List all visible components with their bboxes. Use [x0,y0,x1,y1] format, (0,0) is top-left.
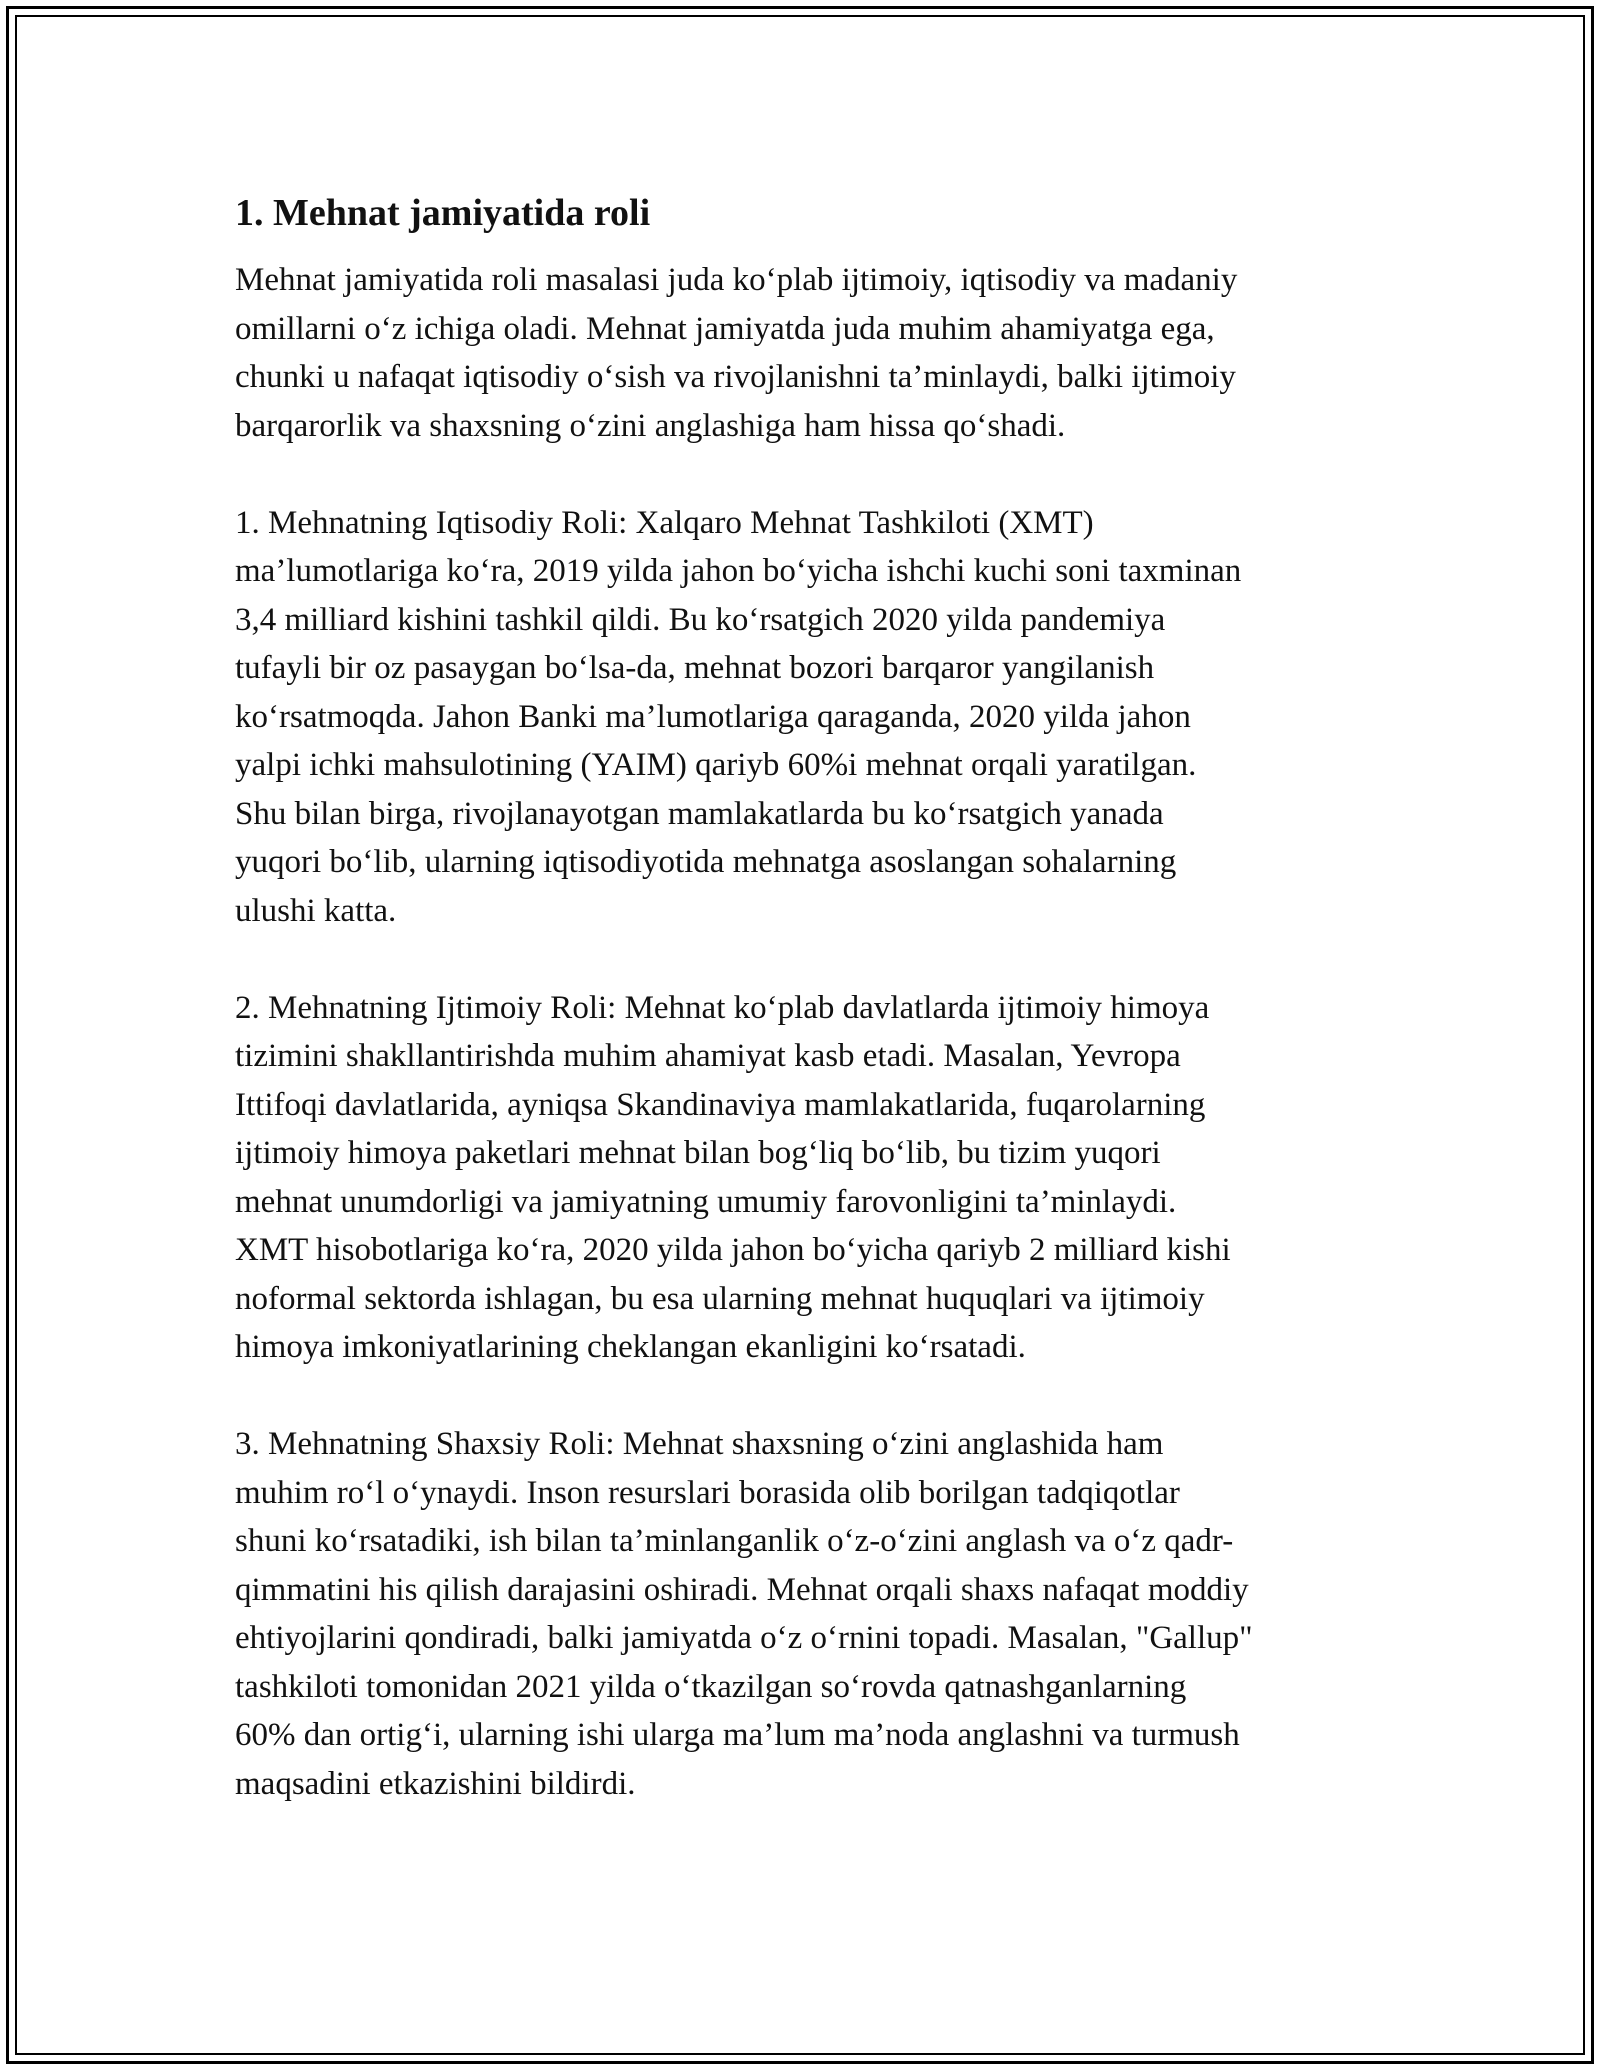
text-line: ko‘rsatmoqda. Jahon Banki ma’lumotlariga qaraganda, 2020 yilda jahon [235,698,1191,735]
document-body [235,180,1370,1808]
text-line: 60% dan ortig‘i, ularning ishi ularga ma’lum ma’noda anglashni va turmush [235,1717,1240,1753]
text-line: barqarorlik va shaxsning o‘zini anglashiga ham hissa qo‘shadi. [235,407,1066,444]
text-line: 3. Mehnatning Shaxsiy Roli: Mehnat shaxsning o‘zini anglashida ham [235,1426,1164,1462]
text-line: ehtiyojlarini qondiradi, balki jamiyatda o‘z o‘rnini topadi. Masalan, "Gallup" [235,1620,1253,1656]
text-line: shuni ko‘rsatadiki, ish bilan ta’minlanganlik o‘z-o‘zini anglash va o‘z qadr- [235,1523,1234,1559]
text-line: ijtimoiy himoya paketlari mehnat bilan bog‘liq bo‘lib, bu tizim yuqori [235,1135,1161,1171]
text-line: 2. Mehnatning Ijtimoiy Roli: Mehnat ko‘plab davlatlarda ijtimoiy himoya [235,989,1210,1026]
text-line: tufayli bir oz pasaygan bo‘lsa-da, mehnat bozori barqaror yangilanish [235,650,1155,686]
text-line: himoya imkoniyatlarining cheklangan ekanligini ko‘rsatadi. [235,1329,1026,1365]
text-line: Ittifoqi davlatlarida, ayniqsa Skandinaviya mamlakatlarida, fuqarolarning [235,1086,1206,1123]
paragraph [235,256,1370,450]
text-line: tashkiloti tomonidan 2021 yilda o‘tkazilgan so‘rovda qatnashganlarning [235,1668,1187,1705]
paragraph-gap [235,1372,1370,1421]
text-line: omillarni o‘z ichiga oladi. Mehnat jamiyatda juda muhim ahamiyatga ega, [235,310,1215,347]
text-line: Mehnat jamiyatida roli masalasi juda ko‘plab ijtimoiy, iqtisodiy va madaniy [235,262,1238,298]
section-heading: 1. Mehnat jamiyatida roli [235,192,651,234]
text-line: ma’lumotlariga ko‘ra, 2019 yilda jahon bo‘yicha ishchi kuchi soni taxminan [235,553,1242,589]
text-line: 3,4 milliard kishini tashkil qildi. Bu ko‘rsatgich 2020 yilda pandemiya [235,601,1166,638]
paragraph-list [235,256,1370,1808]
paragraph-gap [235,450,1370,499]
paragraph-gap [235,935,1370,984]
text-line: XMT hisobotlariga ko‘ra, 2020 yilda jahon bo‘yicha qariyb 2 milliard kishi [235,1232,1231,1268]
text-line: chunki u nafaqat iqtisodiy o‘sish va rivojlanishni ta’minlaydi, balki ijtimoiy [235,359,1236,395]
paragraph [235,1420,1370,1808]
text-line: muhim ro‘l o‘ynaydi. Inson resurslari borasida olib borilgan tadqiqotlar [235,1474,1180,1511]
text-line: noformal sektorda ishlagan, bu esa ularning mehnat huquqlari va ijtimoiy [235,1280,1205,1317]
text-line: qimmatini his qilish darajasini oshiradi. Mehnat orqali shaxs nafaqat moddiy [235,1571,1249,1608]
paragraph [235,499,1370,936]
text-line: yalpi ichki mahsulotining (YAIM) qariyb 60%i mehnat orqali yaratilgan. [235,747,1197,783]
text-line: maqsadini etkazishini bildirdi. [235,1765,636,1802]
text-line: mehnat unumdorligi va jamiyatning umumiy farovonligini ta’minlaydi. [235,1183,1177,1220]
text-line: Shu bilan birga, rivojlanayotgan mamlakatlarda bu ko‘rsatgich yanada [235,795,1164,832]
text-line: tizimini shakllantirishda muhim ahamiyat kasb etadi. Masalan, Yevropa [235,1038,1181,1074]
paragraph [235,984,1370,1372]
text-line: ulushi katta. [235,892,397,929]
text-line: 1. Mehnatning Iqtisodiy Roli: Xalqaro Mehnat Tashkiloti (XMT) [235,504,1094,541]
text-line: yuqori bo‘lib, ularning iqtisodiyotida mehnatga asoslangan sohalarning [235,844,1177,880]
